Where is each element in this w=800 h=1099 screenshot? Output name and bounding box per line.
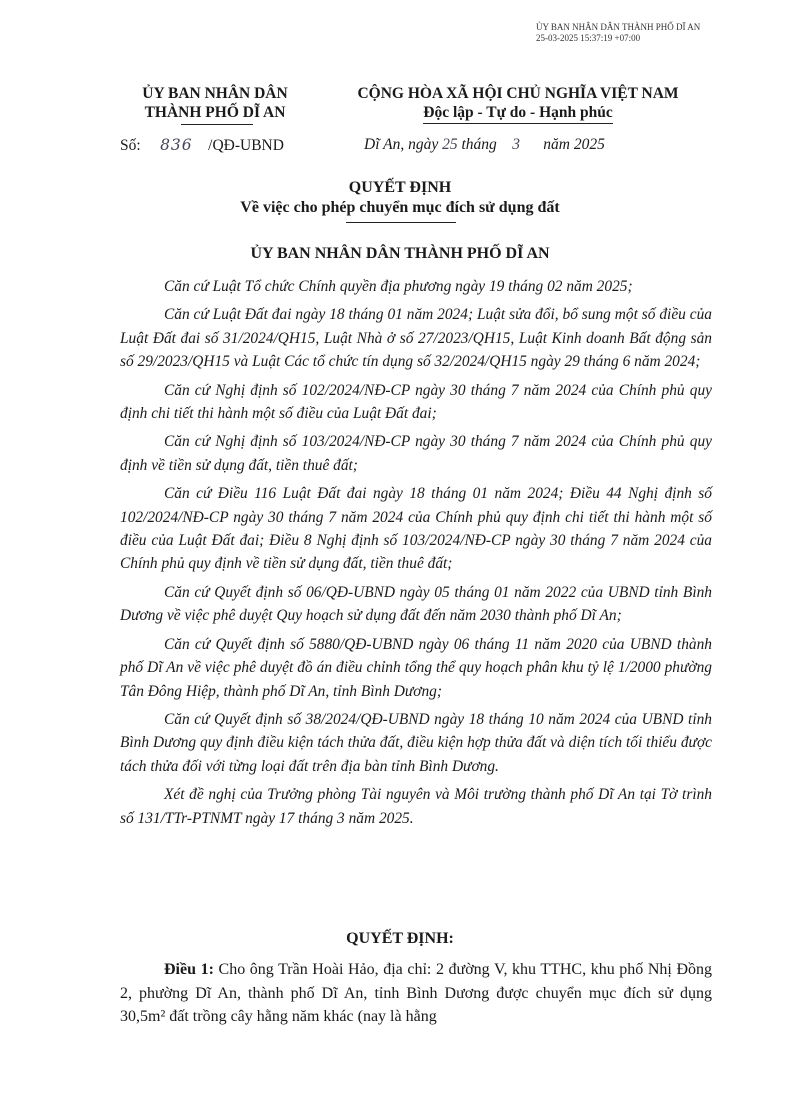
doc-number-value: 836: [160, 136, 193, 154]
preamble-item: Căn cứ Nghị định số 102/2024/NĐ-CP ngày 30 tháng 7 năm 2024 của Chính phủ quy định chi tiết thi hành một số điều của Luật Đất đai;: [120, 381, 712, 423]
agency-line-2: THÀNH PHỐ DĨ AN: [144, 104, 286, 121]
agency-line-1: ỦY BAN NHÂN DÂN: [142, 85, 288, 102]
national-header: [318, 84, 718, 124]
issuing-agency-header: [120, 84, 310, 122]
preamble: [120, 275, 712, 835]
signature-timestamp: 25-03-2025 15:37:19 +07:00: [536, 33, 641, 43]
preamble-item: Căn cứ Điều 116 Luật Đất đai ngày 18 tháng 01 năm 2024; Điều 44 Nghị định số 102/2024/NĐ-CP ngày 30 tháng 7 năm 2024 của Chính phủ quy định chi tiết thi hành một số điều của Luật Đất đai; Điều 8 Nghị định số 103/2024/NĐ-CP ngày 30 tháng 7 năm 2024 của Chính phủ quy định về tiền sử dụng đất, tiền thuê đất;: [120, 485, 712, 573]
date-month-label: tháng: [461, 136, 497, 153]
preamble-item: Căn cứ Luật Đất đai ngày 18 tháng 01 năm 2024; Luật sửa đổi, bổ sung một số điều của Luật Đất đai số 31/2024/QH15, Luật Nhà ở số 27/2023/QH15, Luật Kinh doanh Bất động sản số 29/2023/QH15 và Luật Các tổ chức tín dụng số 32/2024/QH15 ngày 29 tháng 6 năm 2024;: [120, 306, 712, 371]
article-1-label: Điều 1:: [164, 961, 214, 978]
preamble-item: Căn cứ Quyết định số 38/2024/QĐ-UBND ngày 18 tháng 10 năm 2024 của UBND tỉnh Bình Dương quy định điều kiện tách thửa đất, điều kiện hợp thửa đất và diện tích tối thiểu được tách thửa đối với từng loại đất trên địa bàn tỉnh Bình Dương.: [120, 710, 712, 775]
preamble-item: Căn cứ Nghị định số 103/2024/NĐ-CP ngày 30 tháng 7 năm 2024 của Chính phủ quy định về tiền sử dụng đất, tiền thuê đất;: [120, 433, 712, 474]
signature-org: ỦY BAN NHÂN DÂN THÀNH PHỐ DĨ AN: [536, 22, 701, 32]
article-1: [120, 958, 712, 1029]
agency-divider: [181, 124, 253, 125]
preamble-item: Căn cứ Quyết định số 06/QĐ-UBND ngày 05 tháng 01 năm 2022 của UBND tỉnh Bình Dương về việc phê duyệt Quy hoạch sử dụng đất đến năm 2030 thành phố Dĩ An;: [120, 583, 712, 625]
digital-signature-stamp: [536, 22, 700, 44]
document-number: [120, 136, 284, 155]
document-title: QUYẾT ĐỊNH: [348, 179, 452, 196]
issuing-body: ỦY BAN NHÂN DÂN THÀNH PHỐ DĨ AN: [250, 245, 550, 262]
preamble-item: Căn cứ Luật Tổ chức Chính quyền địa phương ngày 19 tháng 02 năm 2025;: [164, 278, 633, 295]
preamble-item: Xét đề nghị của Trưởng phòng Tài nguyên và Môi trường thành phố Dĩ An tại Tờ trình số 131/TTr-PTNMT ngày 17 tháng 3 năm 2025.: [120, 786, 712, 827]
decision-heading: QUYẾT ĐỊNH:: [346, 930, 454, 947]
title-divider: [346, 222, 456, 223]
national-title: CỘNG HÒA XÃ HỘI CHỦ NGHĨA VIỆT NAM: [357, 85, 679, 102]
place-and-date: [364, 136, 605, 154]
doc-number-suffix: /QĐ-UBND: [208, 137, 284, 154]
preamble-item: Căn cứ Quyết định số 5880/QĐ-UBND ngày 06 tháng 11 năm 2020 của UBND thành phố Dĩ An về việc phê duyệt đồ án điều chỉnh tổng thể quy hoạch phân khu tỷ lệ 1/2000 phường Tân Đông Hiệp, thành phố Dĩ An, tỉnh Bình Dương;: [120, 635, 712, 700]
date-month: 3: [512, 136, 521, 153]
national-motto: Độc lập - Tự do - Hạnh phúc: [423, 103, 612, 124]
date-day: 25: [442, 136, 458, 153]
doc-number-label: Số:: [120, 137, 141, 154]
document-subtitle: Về việc cho phép chuyển mục đích sử dụng đất: [240, 199, 560, 216]
article-1-text: Cho ông Trần Hoài Hảo, địa chỉ: 2 đường V, khu TTHC, khu phố Nhị Đồng 2, phường Dĩ An, thành phố Dĩ An, tỉnh Bình Dương được chuyển mục đích sử dụng 30,5m² đất trồng cây hằng năm khác (nay là hằng: [120, 961, 713, 1025]
date-prefix: Dĩ An, ngày: [364, 136, 439, 153]
date-year: năm 2025: [543, 136, 605, 153]
